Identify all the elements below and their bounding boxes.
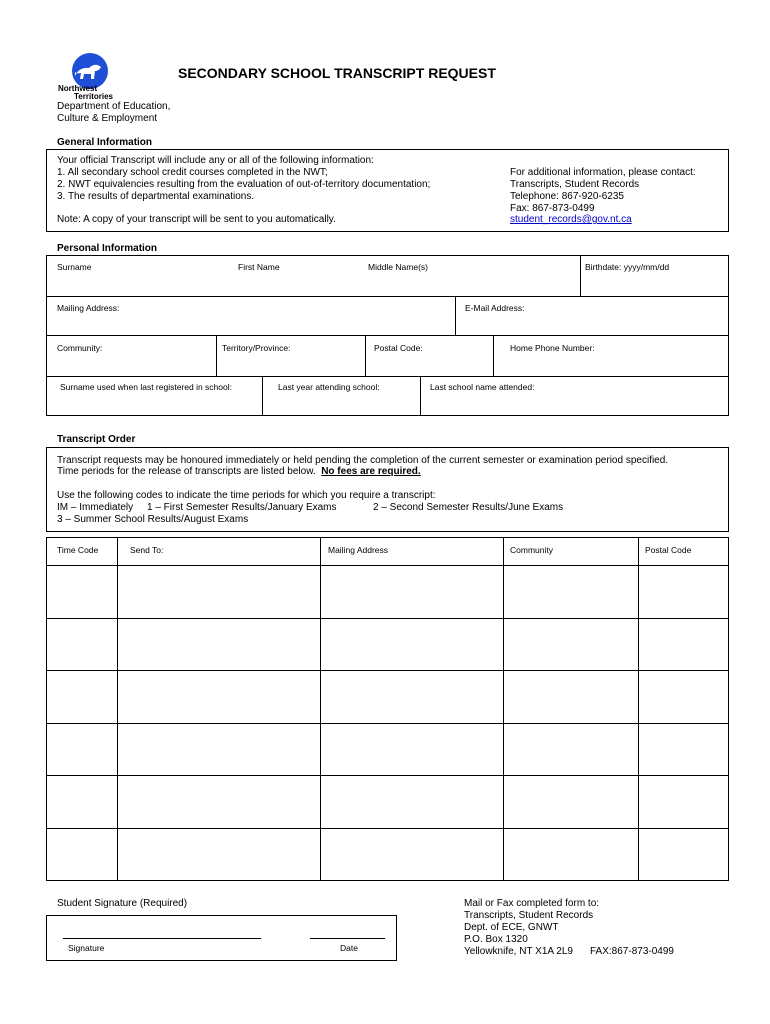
signature-heading: Student Signature (Required)	[57, 898, 188, 909]
signature-line[interactable]	[63, 938, 261, 939]
middle-names-field[interactable]: Middle Name(s)	[368, 262, 428, 272]
contact-intro: For additional information, please contact:	[510, 167, 696, 178]
birthdate-field[interactable]: Birthdate: yyyy/mm/dd	[585, 262, 670, 272]
order-line-1: Transcript requests may be honoured immediately or held pending the completion of the current semester or examination period specified.	[57, 455, 669, 466]
page-title: SECONDARY SCHOOL TRANSCRIPT REQUEST	[178, 65, 496, 81]
mail-line-4: P.O. Box 1320	[464, 934, 528, 945]
general-intro: Your official Transcript will include any or all of the following information:	[57, 155, 374, 166]
order-row-3[interactable]	[47, 671, 728, 723]
order-row-2[interactable]	[47, 619, 728, 670]
mail-line-1: Mail or Fax completed form to:	[464, 898, 600, 909]
date-label: Date	[340, 943, 358, 953]
col-header-time-code: Time Code	[57, 545, 99, 555]
email-field[interactable]: E-Mail Address:	[465, 303, 525, 313]
col-header-community: Community	[510, 545, 553, 555]
postal-code-field[interactable]: Postal Code:	[374, 343, 423, 353]
col-header-postal-code: Postal Code	[645, 545, 692, 555]
contact-email-link[interactable]: student_records@gov.nt.ca	[510, 214, 632, 225]
general-heading: General Information	[57, 137, 153, 148]
order-heading: Transcript Order	[57, 434, 136, 445]
codes-intro: Use the following codes to indicate the time periods for which you require a transcript:	[57, 490, 436, 501]
code-3: 3 – Summer School Results/August Exams	[57, 514, 249, 525]
order-line-2-text: Time periods for the release of transcripts are listed below.	[57, 466, 316, 477]
surname-field[interactable]: Surname	[57, 262, 92, 272]
home-phone-field[interactable]: Home Phone Number:	[510, 343, 595, 353]
general-note: Note: A copy of your transcript will be sent to you automatically.	[57, 214, 336, 225]
col-header-mailing-address: Mailing Address	[328, 545, 389, 555]
order-row-5[interactable]	[47, 776, 728, 828]
community-field[interactable]: Community:	[57, 343, 103, 353]
general-item-2: 2. NWT equivalencies resulting from the evaluation of out-of-territory documentation;	[57, 179, 431, 190]
contact-telephone: Telephone: 867-920-6235	[510, 191, 624, 202]
no-fees-text: No fees are required.	[321, 466, 421, 477]
general-item-1: 1. All secondary school credit courses completed in the NWT;	[57, 167, 328, 178]
territory-field[interactable]: Territory/Province:	[222, 343, 291, 353]
order-row-4[interactable]	[47, 724, 728, 775]
mail-line-6: FAX:867-873-0499	[590, 946, 674, 957]
code-im: IM – Immediately	[57, 502, 134, 513]
mail-line-3: Dept. of ECE, GNWT	[464, 922, 559, 933]
code-1: 1 – First Semester Results/January Exams	[147, 502, 337, 513]
date-line[interactable]	[310, 938, 385, 939]
last-school-field[interactable]: Last school name attended:	[430, 382, 535, 392]
last-year-field[interactable]: Last year attending school:	[278, 382, 380, 392]
first-name-field[interactable]: First Name	[238, 262, 280, 272]
dept-line-2: Culture & Employment	[57, 113, 158, 124]
col-header-send-to: Send To:	[130, 545, 164, 555]
dept-line-1: Department of Education,	[57, 101, 171, 112]
signature-label: Signature	[68, 943, 105, 953]
contact-fax: Fax: 867-873-0499	[510, 203, 595, 214]
order-line-2	[57, 466, 421, 478]
code-2: 2 – Second Semester Results/June Exams	[373, 502, 564, 513]
general-item-3: 3. The results of departmental examinations.	[57, 191, 255, 202]
mail-line-5: Yellowknife, NT X1A 2L9	[464, 946, 573, 957]
personal-heading: Personal Information	[57, 243, 158, 254]
logo-text-territories: Territories	[74, 92, 113, 101]
order-row-6[interactable]	[47, 829, 728, 880]
order-row-1[interactable]	[47, 566, 728, 618]
surname-school-field[interactable]: Surname used when last registered in school:	[60, 382, 232, 392]
mail-line-2: Transcripts, Student Records	[464, 910, 594, 921]
contact-name: Transcripts, Student Records	[510, 179, 640, 190]
mailing-address-field[interactable]: Mailing Address:	[57, 303, 120, 313]
logo-text-northwest: Northwest	[58, 84, 98, 93]
